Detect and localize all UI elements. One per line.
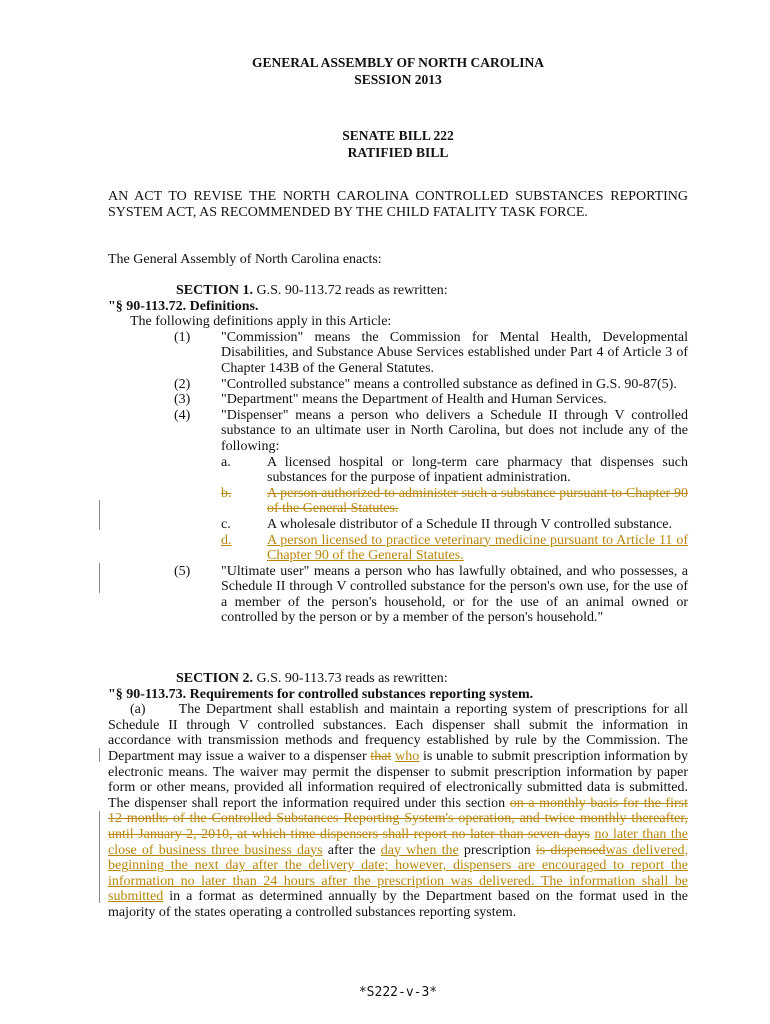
paragraph-number: (a) [130, 702, 146, 718]
inserted-text: day when the [380, 842, 459, 858]
change-bar [99, 500, 100, 530]
act-title-text: AN ACT TO REVISE THE NORTH CAROLINA CONTROLLED SUBSTANCES REPORTING SYSTEM ACT, AS RECOMMENDED BY THE CHILD FATALITY TASK FORCE. [108, 189, 688, 220]
sub-item [108, 517, 688, 533]
paragraph-text: after the [327, 842, 376, 858]
sub-item-letter: a. [221, 454, 231, 470]
item-number: (1) [174, 329, 191, 345]
item-text: "Commission" means the Commission for Mental Health, Developmental Disabilities, and Substance Abuse Services established under Part 4 of Article 3 of Chapter 143B of the General Statutes. [221, 329, 688, 376]
definition-item [108, 564, 688, 626]
definition-item [108, 377, 688, 393]
item-text: "Controlled substance" means a controlled substance as defined in G.S. 90-87(5). [221, 376, 677, 392]
section-1-intro [108, 283, 688, 299]
section-2-paragraph [108, 702, 688, 920]
bill-header [0, 127, 770, 161]
change-bar [99, 811, 100, 903]
paragraph-text: The Department shall establish and maintain a reporting system of prescriptions for all Schedule II through V controlled substances. Each dispenser shall submit the information in accordance with transmission methods and frequency established by rule by the Commission. The Department may issue a waiver to a dispenser [108, 702, 689, 764]
item-text: "Department" means the Department of Health and Human Services. [221, 392, 607, 408]
section-2 [108, 671, 688, 921]
definitions-intro: The following definitions apply in this Article: [130, 314, 392, 330]
paragraph-text: is unable to submit prescription information by electronic means. The waiver may permit the dispenser to submit prescription information by paper form or other means, provided all information required of electronically submitted data is submitted. The dispenser shall report the information required under this section [108, 748, 688, 811]
sub-item-letter: c. [221, 516, 231, 532]
sub-item-letter: b. [221, 485, 232, 501]
sub-item-inserted [108, 533, 688, 564]
section-1-text: G.S. 90-113.72 reads as rewritten: [256, 283, 448, 298]
paragraph-text: prescription [463, 842, 531, 858]
item-number: (2) [174, 376, 191, 392]
change-bar [99, 563, 100, 593]
section-2-heading: "§ 90-113.73. Requirements for controlled substances reporting system. [108, 686, 534, 702]
section-1-label: SECTION 1. [176, 283, 254, 298]
definition-item [108, 330, 688, 377]
sub-item-text: A person authorized to administer such a substance pursuant to Chapter 90 of the General Statutes. [267, 485, 688, 517]
session-name: SESSION 2013 [354, 72, 442, 87]
bill-number: SENATE BILL 222 [342, 128, 454, 143]
deleted-text: on a monthly basis for the first 12 months of the Controlled Substances Reporting System's operation, and twice monthly thereafter, until January 2, 2010, at which time dispensers shall report no later than seven days [108, 795, 688, 842]
inserted-text: was delivered, beginning the next day after the delivery date; however, dispensers are encouraged to report the information no later than 24 hours after the prescription was delivered. The information shall be submitted [108, 842, 689, 905]
enacting-clause: The General Assembly of North Carolina enacts: [108, 252, 382, 267]
item-number: (4) [174, 407, 191, 423]
page-footer: *S222-v-3* [358, 985, 438, 1000]
deleted-text: is dispensed [535, 842, 606, 858]
sub-item-letter: d. [221, 532, 232, 548]
act-title [108, 189, 688, 221]
definition-item [108, 408, 688, 455]
bill-status: RATIFIED BILL [347, 145, 449, 160]
sub-item-deleted [108, 486, 688, 517]
sub-item-text: A wholesale distributor of a Schedule II through V controlled substance. [267, 516, 673, 532]
section-2-text: G.S. 90-113.73 reads as rewritten: [256, 671, 448, 686]
section-1-heading: "§ 90-113.72. Definitions. [108, 298, 259, 314]
deleted-text: that [370, 748, 392, 764]
section-2-intro [108, 671, 688, 687]
section-2-label: SECTION 2. [176, 671, 254, 686]
document-header [0, 54, 770, 88]
change-bar [99, 748, 100, 762]
item-number: (5) [174, 563, 191, 579]
assembly-name: GENERAL ASSEMBLY OF NORTH CAROLINA [251, 55, 545, 70]
item-text: "Dispenser" means a person who delivers a Schedule II through V controlled substance to an ultimate user in North Carolina, but does not include any of the following: [221, 407, 688, 454]
inserted-text: no later than the close of business three business days [108, 826, 689, 858]
item-number: (3) [174, 392, 191, 408]
sub-item-text: A licensed hospital or long-term care pharmacy that dispenses such substances for the purpose of inpatient administration. [267, 454, 688, 486]
section-1 [108, 283, 688, 626]
inserted-text: who [395, 748, 420, 764]
definition-item [108, 392, 688, 408]
sub-item-text: A person licensed to practice veterinary medicine pursuant to Article 11 of Chapter 90 of the General Statutes. [267, 532, 688, 564]
paragraph-text: in a format as determined annually by the Department based on the format used in the majority of the states operating a controlled substances reporting system. [108, 889, 689, 920]
sub-item [108, 455, 688, 486]
item-text: "Ultimate user" means a person who has lawfully obtained, and who possesses, a Schedule II through V controlled substance for the person's own use, for the use of a member of the person's household, or for the use of an animal owned or controlled by the person or by a member of the person's household." [221, 563, 688, 626]
